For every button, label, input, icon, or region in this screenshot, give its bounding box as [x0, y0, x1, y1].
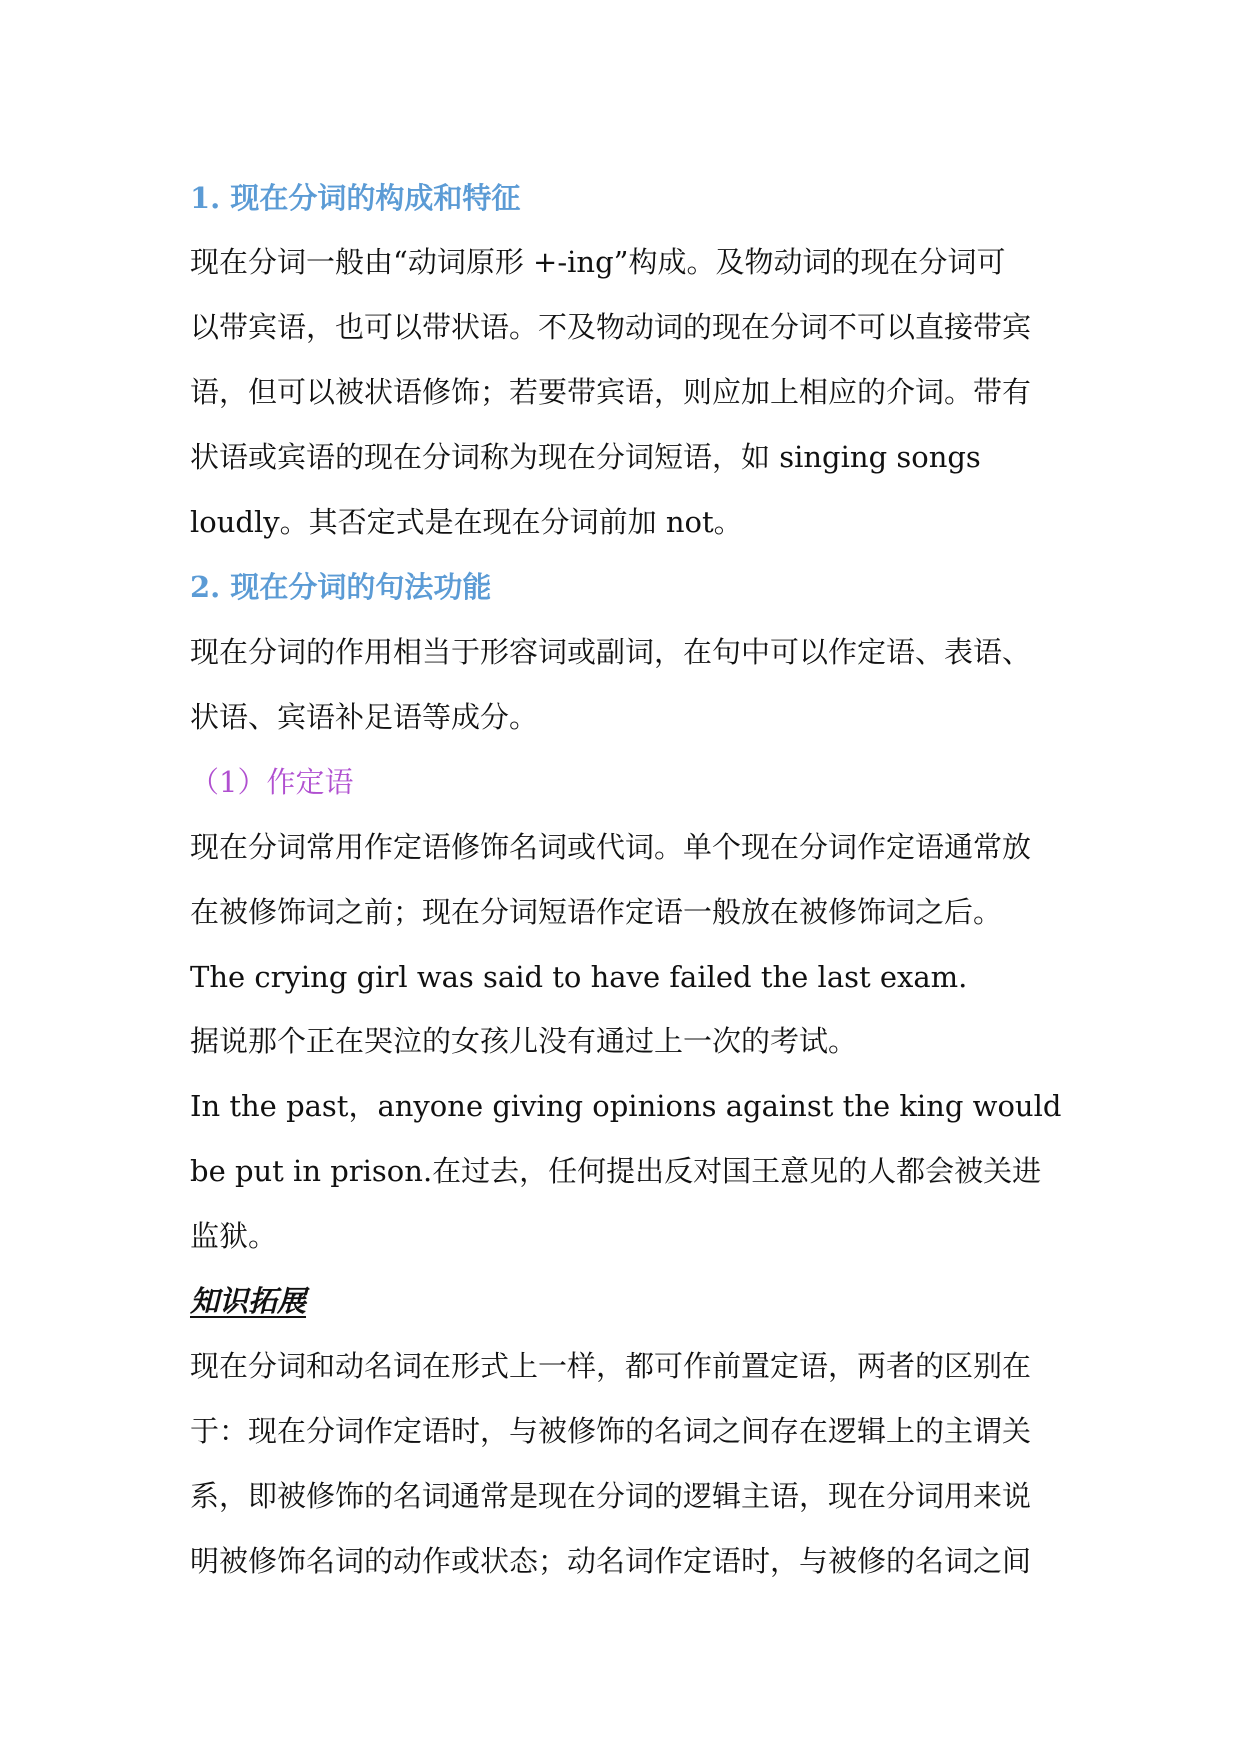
extension-line-2: 于：现在分词作定语时，与被修饰的名词之间存在逻辑上的主谓关	[190, 1414, 1032, 1448]
example-1-chinese: 据说那个正在哭泣的女孩儿没有通过上一次的考试。	[190, 1024, 858, 1058]
extension-line-4: 明被修饰名词的动作或状态；动名词作定语时，与被修的名词之间	[190, 1544, 1032, 1578]
extension-line-1: 现在分词和动名词在形式上一样，都可作前置定语，两者的区别在	[190, 1349, 1032, 1383]
example-1-english: The crying girl was said to have failed the last exam.	[190, 960, 968, 994]
section-2-heading: 2. 现在分词的句法功能	[190, 570, 492, 604]
extension-line-3: 系，即被修饰的名词通常是现在分词的逻辑主语，现在分词用来说	[190, 1479, 1032, 1513]
section-1-line-4: 状语或宾语的现在分词称为现在分词短语，如 singing songs	[190, 440, 981, 474]
section-1-line-5: loudly。其否定式是在现在分词前加 not。	[190, 505, 743, 539]
example-2-line-2: be put in prison.在过去，任何提出反对国王意见的人都会被关进	[190, 1154, 1042, 1188]
section-2-line-1: 现在分词的作用相当于形容词或副词，在句中可以作定语、表语、	[190, 635, 1032, 669]
example-2-line-3: 监狱。	[190, 1219, 278, 1253]
section-1-heading: 1. 现在分词的构成和特征	[190, 181, 521, 215]
section-1-line-1: 现在分词一般由“动词原形 +-ing”构成。及物动词的现在分词可	[190, 245, 1006, 279]
section-2-line-2: 状语、宾语补足语等成分。	[190, 700, 539, 734]
example-2-line-1: In the past，anyone giving opinions against the king would	[190, 1089, 1062, 1123]
subsection-line-1: 现在分词常用作定语修饰名词或代词。单个现在分词作定语通常放	[190, 830, 1032, 864]
section-1-line-2: 以带宾语，也可以带状语。不及物动词的现在分词不可以直接带宾	[190, 310, 1032, 344]
knowledge-extension-heading: 知识拓展	[190, 1284, 307, 1318]
section-1-line-3: 语，但可以被状语修饰；若要带宾语，则应加上相应的介词。带有	[190, 375, 1032, 409]
subsection-attributive-heading: （1）作定语	[190, 765, 354, 799]
subsection-line-2: 在被修饰词之前；现在分词短语作定语一般放在被修饰词之后。	[190, 895, 1003, 929]
